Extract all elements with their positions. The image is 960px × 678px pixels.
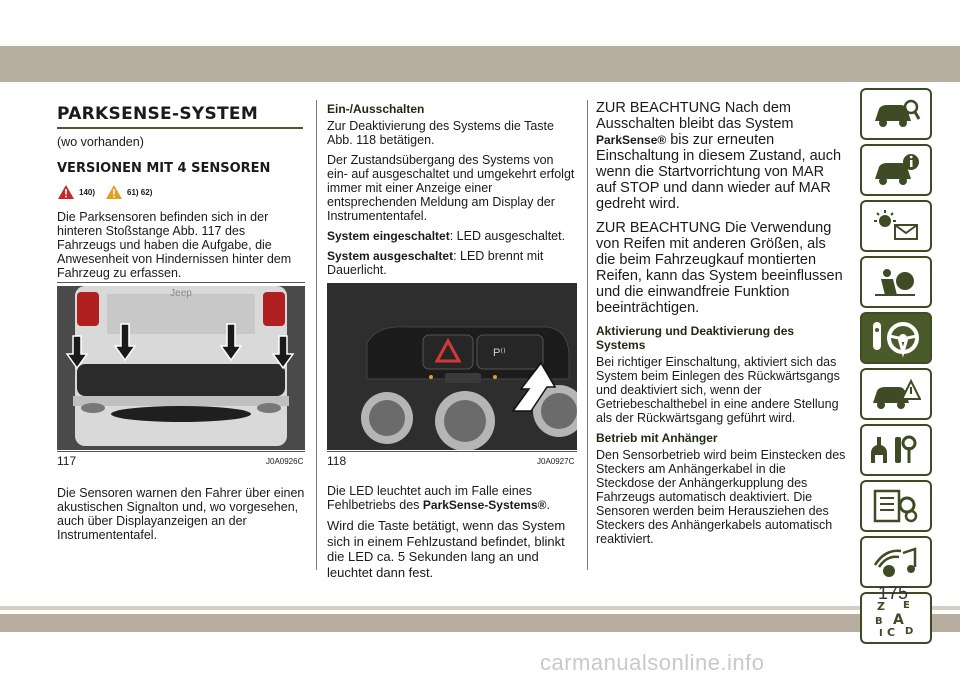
- figure-118-number: 118: [327, 454, 347, 468]
- header-band: [0, 46, 960, 82]
- warning-references: [57, 182, 305, 202]
- column-2: [327, 100, 577, 283]
- danger-triangle-icon: [57, 184, 75, 200]
- parksense-system-term: ParkSense-Systems®: [422, 498, 547, 512]
- figure-117-rear-bumper: [57, 286, 305, 450]
- section-heading: VERSIONEN MIT 4 SENSOREN: [57, 161, 271, 176]
- deactivate-paragraph: Zur Deaktivierung des Systems die Taste Abb. 118 betätigen.: [327, 119, 554, 147]
- tab-settings-list[interactable]: [860, 480, 932, 532]
- figure-117-top-line: [57, 282, 305, 283]
- system-on-text: : LED ausgeschaltet.: [449, 229, 566, 243]
- intro-paragraph: Die Parksensoren befinden sich in der hinteren Stoßstange Abb. 117 des Fahrzeugs und haben die Aufgabe, die Anwesenheit von Hindernissen hinter dem Fahrzeug zu erfassen.: [57, 210, 292, 280]
- system-on-label: System eingeschaltet: [327, 229, 450, 243]
- index-letter-d: D: [905, 626, 914, 637]
- chapter-tabs: [860, 88, 932, 648]
- watermark: carmanualsonline.info: [540, 650, 765, 675]
- parksense-term: ParkSense®: [596, 133, 667, 147]
- car-warning-icon: [871, 377, 921, 411]
- index-letter-b: B: [875, 616, 883, 627]
- column-1: [57, 100, 305, 286]
- column-1-lower: [57, 486, 305, 548]
- footer-band: [0, 614, 960, 632]
- tab-car-search[interactable]: [860, 88, 932, 140]
- tools-icon: [871, 433, 921, 467]
- car-search-icon: [871, 97, 921, 131]
- led-fault-paragraph: [327, 484, 577, 512]
- state-change-paragraph: Der Zustandsübergang des Systems von ein- auf ausgeschaltet und umgekehrt erfolgt immer mit einer Anzeige einer entsprechenden Meldung am Display der Instrumententafel.: [327, 153, 575, 223]
- tab-airbag[interactable]: [860, 256, 932, 308]
- system-on-line: [327, 229, 577, 243]
- dashboard-lights-icon: [871, 209, 921, 243]
- warning-ref-1: 140): [79, 187, 96, 197]
- subheading-trailer: Betrieb mit Anhänger: [596, 431, 718, 445]
- note-after-switch-off: [596, 100, 846, 212]
- index-letters-icon: [871, 598, 921, 638]
- figure-117-number: 117: [57, 454, 77, 468]
- tab-dashboard-lights[interactable]: [860, 200, 932, 252]
- car-info-icon: [871, 153, 921, 187]
- index-letter-i: I: [879, 628, 883, 638]
- media-icon: [871, 545, 921, 579]
- svg-text:Jeep: Jeep: [170, 288, 192, 299]
- index-letter-a: A: [893, 612, 904, 628]
- airbag-icon: [871, 265, 921, 299]
- index-letter-z: Z: [877, 600, 885, 613]
- figure-117-code: J0A0926C: [266, 457, 304, 466]
- activation-paragraph: Bei richtiger Einschaltung, aktiviert sich das System beim Einlegen des Rückwärtsgangs und deaktiviert sich, wenn der Getriebeschalthebel in eine andere Stellung als der Rückwärtsgang geführt wird.: [596, 355, 840, 425]
- caution-triangle-icon: [105, 184, 123, 200]
- tab-tools[interactable]: [860, 424, 932, 476]
- column-3: [596, 100, 846, 552]
- note-tire-sizes: ZUR BEACHTUNG Die Verwendung von Reifen mit anderen Größen, als die beim Fahrzeugkauf montierten Reifen, kann das System beeinflussen und die einwandfreie Funktion beeinträchtigen.: [596, 220, 843, 316]
- tab-car-warning[interactable]: [860, 368, 932, 420]
- system-off-line: [327, 249, 577, 277]
- steering-key-icon: [871, 318, 921, 358]
- index-letter-c: C: [887, 626, 896, 638]
- tab-steering-key[interactable]: [860, 312, 932, 364]
- sensor-warning-paragraph: Die Sensoren warnen den Fahrer über einen akustischen Signalton und, wo vorgesehen, auch über Displayanzeigen an der Instrumententafel.: [57, 486, 305, 542]
- led-fault-text: Die LED leuchtet auch im Falle eines Fehlbetriebs des: [327, 484, 532, 512]
- column-divider-1: [316, 100, 317, 570]
- trailer-paragraph: Den Sensorbetrieb wird beim Einstecken des Steckers am Anhängerkabel in die Steckdose der Anhängerkupplung des Fahrzeugs automatisch deaktiviert. Die Sensoren werden beim Herausziehen des Steckers des Anhängerkabels automatisch reaktiviert.: [596, 448, 846, 546]
- page-number: 175: [878, 583, 909, 603]
- warning-ref-2: 61) 62): [127, 187, 153, 197]
- figure-117-bottom-line: [57, 451, 305, 452]
- subheading-on-off: Ein-/Ausschalten: [327, 102, 425, 116]
- footer-line: [0, 606, 960, 610]
- note-1-text-end: bis zur erneuten Einschaltung in diesem Zustand, auch wenn die Startvorrichtung von MAR auf STOP und dann wieder auf MAR gedreht wird.: [596, 132, 842, 212]
- index-letter-e: E: [903, 600, 910, 611]
- figure-118-bottom-line: [327, 451, 577, 452]
- system-off-text: : LED brennt mit Dauerlicht.: [327, 249, 544, 277]
- figure-118-dashboard: [327, 283, 577, 450]
- column-2-lower: [327, 484, 577, 586]
- led-fault-end: .: [546, 498, 550, 512]
- column-divider-2: [587, 100, 588, 570]
- subtitle: (wo vorhanden): [57, 135, 144, 149]
- note-1-text: ZUR BEACHTUNG Nach dem Ausschalten bleibt das System: [596, 100, 794, 132]
- svg-text:P⁽⁾: P⁽⁾: [493, 347, 506, 359]
- settings-list-icon: [871, 489, 921, 523]
- tab-car-info[interactable]: [860, 144, 932, 196]
- tab-media[interactable]: [860, 536, 932, 588]
- led-blink-paragraph: Wird die Taste betätigt, wenn das System sich in einem Fehlzustand befindet, blinkt die LED ca. 5 Sekunden lang an und leuchtet dann fest.: [327, 518, 566, 580]
- subheading-activation: Aktivierung und Deaktivierung des Systems: [596, 324, 795, 352]
- figure-118-code: J0A0927C: [537, 457, 575, 466]
- system-off-label: System ausgeschaltet: [327, 249, 454, 263]
- rear-bumper-illustration: [57, 286, 305, 450]
- page-title: PARKSENSE-SYSTEM: [57, 104, 303, 129]
- dashboard-button-illustration: [327, 283, 577, 450]
